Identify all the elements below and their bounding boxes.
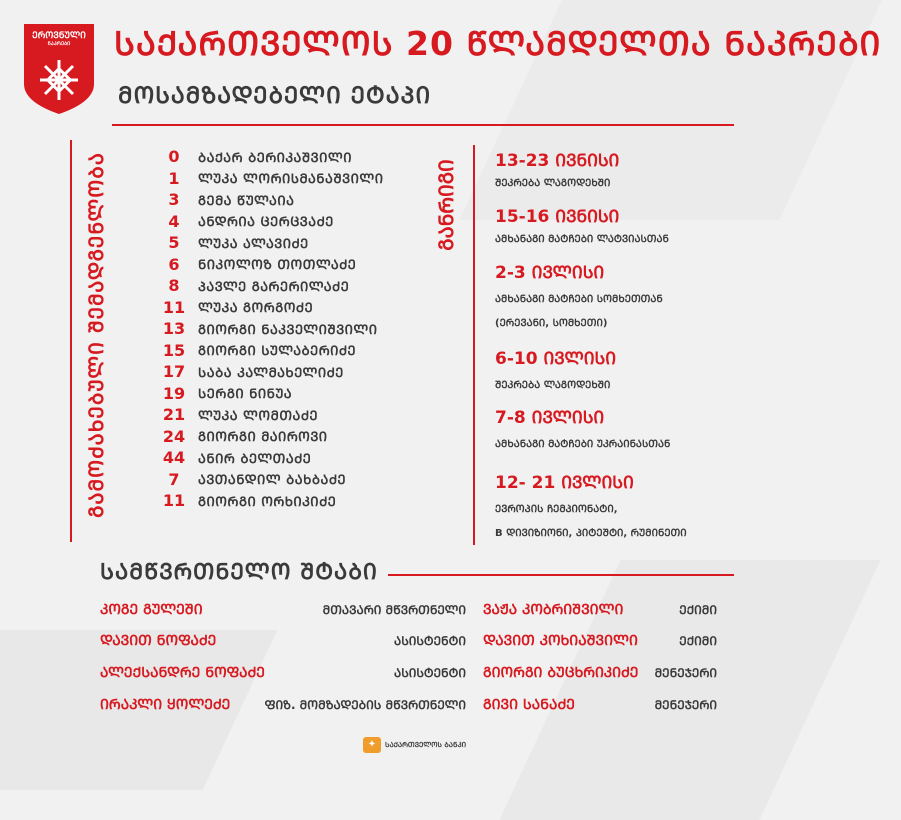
player-number: 15 <box>162 340 186 360</box>
staff-member <box>483 663 717 682</box>
player-number: 17 <box>162 362 186 382</box>
staff-role: ᲐᲡᲘᲡᲢᲔᲜᲢᲘ <box>393 634 466 648</box>
staff-name: ᲘᲠᲐᲙᲚᲘ ᲧᲝᲚᲔᲫᲔ <box>100 697 231 713</box>
schedule-event <box>495 260 663 331</box>
player-number: 1 <box>168 168 180 188</box>
staff-role: ᲤᲘᲖ. ᲛᲝᲛᲖᲐᲓᲔᲑᲘᲡ ᲛᲬᲕᲠᲗᲜᲔᲚᲘ <box>264 698 466 712</box>
staff-name: ᲐᲚᲔᲥᲡᲐᲜᲓᲠᲔ ᲜᲝᲤᲐᲫᲔ <box>100 665 265 681</box>
player-row <box>150 275 384 297</box>
roster-divider-line <box>70 140 72 542</box>
schedule-event <box>495 346 616 393</box>
staff-role: ᲛᲔᲜᲔᲯᲔᲠᲘ <box>654 666 717 680</box>
schedule-event <box>495 470 687 541</box>
staff-member <box>483 695 717 714</box>
player-row <box>150 168 384 190</box>
event-location: (ᲔᲠᲔᲕᲐᲜᲘ, ᲡᲝᲛᲮᲔᲗᲘ) <box>495 318 608 329</box>
player-number: 7 <box>168 469 180 489</box>
player-name: ᲐᲕᲗᲐᲜᲓᲘᲚ ᲑᲐᲮᲑᲐᲫᲔ <box>198 473 347 489</box>
player-row <box>150 447 384 469</box>
staff-member <box>483 631 717 650</box>
event-date: 2-3 ᲘᲕᲚᲘᲡᲘ <box>495 263 605 283</box>
schedule-heading <box>430 140 462 270</box>
player-name: ᲒᲔᲛᲐ ᲬᲣᲚᲐᲘᲐ <box>198 193 295 209</box>
player-name: ᲒᲘᲝᲠᲒᲘ ᲜᲐᲙᲕᲔᲚᲘᲨᲕᲘᲚᲘ <box>198 322 378 338</box>
logo-text-line2: ᲜᲐᲙᲠᲔᲑᲘ <box>47 41 71 47</box>
page-title: ᲡᲐᲥᲐᲠᲗᲕᲔᲚᲝᲡ 20 ᲬᲚᲐᲛᲓᲔᲚᲗᲐ ᲜᲐᲙᲠᲔᲑᲘ <box>114 24 882 63</box>
staff-member <box>100 600 466 619</box>
player-row <box>150 189 384 211</box>
staff-name: ᲕᲐᲟᲐ ᲙᲝᲑᲠᲘᲨᲕᲘᲚᲘ <box>483 602 624 618</box>
staff-role: ᲔᲥᲘᲛᲘ <box>679 603 717 617</box>
staff-role: ᲔᲥᲘᲛᲘ <box>679 634 717 648</box>
staff-role: ᲛᲗᲐᲕᲐᲠᲘ ᲛᲬᲕᲠᲗᲜᲔᲚᲘ <box>322 603 466 617</box>
player-row <box>150 383 384 405</box>
event-description: ᲔᲕᲠᲝᲞᲘᲡ ᲩᲔᲛᲞᲘᲝᲜᲐᲢᲘ, <box>495 504 618 515</box>
player-row <box>150 232 384 254</box>
staff-member <box>100 663 466 682</box>
player-number: 11 <box>162 491 186 511</box>
player-name: ᲑᲐᲥᲐᲠ ᲑᲔᲠᲘᲙᲐᲨᲕᲘᲚᲘ <box>198 150 352 166</box>
player-row <box>150 297 384 319</box>
event-description: ᲨᲔᲙᲠᲔᲑᲐ ᲚᲐᲒᲝᲓᲔᲮᲨᲘ <box>495 178 611 189</box>
player-name: ᲒᲘᲝᲠᲒᲘ ᲡᲣᲚᲐᲑᲔᲠᲘᲫᲔ <box>198 344 357 360</box>
header-divider <box>112 124 734 126</box>
player-row <box>150 469 384 491</box>
federation-logo <box>22 22 96 116</box>
staff-name: ᲒᲘᲕᲘ ᲡᲐᲜᲐᲫᲔ <box>483 697 575 713</box>
player-row <box>150 490 384 512</box>
event-description: ᲐᲛᲮᲐᲜᲐᲒᲘ ᲛᲐᲢᲩᲔᲑᲘ ᲣᲙᲠᲐᲘᲜᲐᲡᲗᲐᲜ <box>495 439 671 450</box>
page-subtitle: ᲛᲝᲡᲐᲛᲖᲐᲓᲔᲑᲔᲚᲘ ᲔᲢᲐᲞᲘ <box>118 83 432 109</box>
player-list <box>150 146 384 512</box>
schedule-heading-text: ᲒᲐᲜᲠᲘᲒᲘ <box>434 159 458 251</box>
player-row <box>150 426 384 448</box>
player-number: 19 <box>162 383 186 403</box>
staff-name: ᲓᲐᲕᲘᲗ ᲙᲝᲮᲘᲐᲨᲕᲘᲚᲘ <box>483 633 638 649</box>
player-row <box>150 404 384 426</box>
sponsor-footer <box>363 737 466 753</box>
player-row <box>150 318 384 340</box>
player-number: 24 <box>162 426 186 446</box>
staff-heading: ᲡᲐᲛᲬᲕᲠᲗᲜᲔᲚᲝ ᲨᲢᲐᲑᲘ <box>100 560 378 585</box>
player-name: ᲐᲜᲓᲠᲘᲐ ᲪᲔᲠᲪᲕᲐᲫᲔ <box>198 215 334 231</box>
staff-name: ᲙᲝᲒᲔ ᲒᲣᲚᲔᲨᲘ <box>100 602 203 618</box>
event-date: 6-10 ᲘᲕᲚᲘᲡᲘ <box>495 349 617 369</box>
player-row <box>150 361 384 383</box>
event-date: 13-23 ᲘᲕᲜᲘᲡᲘ <box>495 151 620 171</box>
event-date: 12- 21 ᲘᲕᲚᲘᲡᲘ <box>495 473 634 493</box>
player-number: 11 <box>162 297 186 317</box>
staff-name: ᲓᲐᲕᲘᲗ ᲜᲝᲤᲐᲫᲔ <box>100 633 217 649</box>
event-date: 15-16 ᲘᲕᲜᲘᲡᲘ <box>495 207 620 227</box>
event-description: ᲐᲛᲮᲐᲜᲐᲒᲘ ᲛᲐᲢᲩᲔᲑᲘ ᲚᲐᲢᲕᲘᲐᲡᲗᲐᲜ <box>495 234 669 245</box>
player-name: ᲜᲘᲙᲝᲚᲝᲖ ᲗᲝᲗᲚᲐᲫᲔ <box>198 258 357 274</box>
player-name: ᲡᲔᲠᲒᲘ ᲜᲘᲜᲣᲐ <box>198 387 293 403</box>
player-number: 13 <box>162 319 186 339</box>
staff-role: ᲐᲡᲘᲡᲢᲔᲜᲢᲘ <box>393 666 466 680</box>
player-name: ᲚᲣᲙᲐ ᲚᲝᲠᲘᲡᲛᲐᲜᲐᲨᲕᲘᲚᲘ <box>198 172 384 188</box>
roster-heading-text: ᲒᲐᲛᲝᲫᲐᲮᲔᲑᲣᲚᲘ ᲨᲔᲛᲐᲓᲒᲔᲜᲚᲝᲑᲐ <box>84 152 108 518</box>
schedule-event <box>495 405 670 452</box>
player-name: ᲡᲐᲑᲐ ᲙᲐᲚᲛᲐᲮᲔᲚᲘᲫᲔ <box>198 365 344 381</box>
staff-member <box>100 695 466 714</box>
player-name: ᲚᲣᲙᲐ ᲒᲝᲠᲒᲝᲫᲔ <box>198 301 314 317</box>
event-date: 7-8 ᲘᲕᲚᲘᲡᲘ <box>495 408 605 428</box>
schedule-event <box>495 204 669 247</box>
event-description: ᲨᲔᲙᲠᲔᲑᲐ ᲚᲐᲒᲝᲓᲔᲮᲨᲘ <box>495 380 611 391</box>
player-name: ᲚᲣᲙᲐ ᲚᲝᲛᲗᲐᲫᲔ <box>198 408 319 424</box>
staff-name: ᲒᲘᲝᲠᲒᲘ ᲑᲣᲪᲮᲠᲘᲙᲘᲫᲔ <box>483 665 639 681</box>
player-name: ᲒᲘᲝᲠᲒᲘ ᲛᲐᲘᲠᲝᲕᲘ <box>198 430 328 446</box>
player-name: ᲒᲘᲝᲠᲒᲘ ᲝᲠᲮᲘᲙᲘᲫᲔ <box>198 494 337 510</box>
player-number: 4 <box>168 211 180 231</box>
player-name: ᲞᲐᲕᲚᲔ ᲒᲐᲠᲔᲠᲘᲚᲐᲫᲔ <box>198 279 350 295</box>
event-description: ᲐᲛᲮᲐᲜᲐᲒᲘ ᲛᲐᲢᲩᲔᲑᲘ ᲡᲝᲛᲮᲔᲗᲗᲐᲜ <box>495 294 663 305</box>
staff-member <box>100 631 466 650</box>
lion-icon: ✦ <box>363 737 381 753</box>
schedule-event <box>495 148 619 191</box>
player-name: ᲐᲜᲘᲠ ᲑᲔᲚᲗᲐᲫᲔ <box>198 451 312 467</box>
player-number: 5 <box>168 233 180 253</box>
player-number: 44 <box>162 448 186 468</box>
player-name: ᲚᲣᲙᲐ ᲐᲚᲐᲕᲘᲫᲔ <box>198 236 309 252</box>
player-row <box>150 340 384 362</box>
player-row <box>150 211 384 233</box>
event-location: B ᲓᲘᲕᲘᲖᲘᲝᲜᲘ, ᲞᲘᲢᲔᲨᲢᲘ, ᲠᲣᲛᲘᲜᲔᲗᲘ <box>495 528 687 539</box>
staff-role: ᲛᲔᲜᲔᲯᲔᲠᲘ <box>654 698 717 712</box>
schedule-divider-line <box>473 145 475 545</box>
player-number: 8 <box>168 276 180 296</box>
player-number: 0 <box>168 147 180 167</box>
sponsor-name: ᲡᲐᲥᲐᲠᲗᲕᲔᲚᲝᲡ ᲑᲐᲜᲙᲘ <box>385 740 467 749</box>
player-number: 3 <box>168 190 180 210</box>
player-number: 6 <box>168 254 180 274</box>
staff-member <box>483 600 717 619</box>
staff-divider <box>388 574 734 576</box>
background-shape <box>499 560 880 820</box>
player-number: 21 <box>162 405 186 425</box>
logo-text-line1: ᲔᲠᲝᲕᲜᲣᲚᲘ <box>32 31 86 41</box>
player-row <box>150 146 384 168</box>
roster-heading <box>80 135 112 535</box>
player-row <box>150 254 384 276</box>
